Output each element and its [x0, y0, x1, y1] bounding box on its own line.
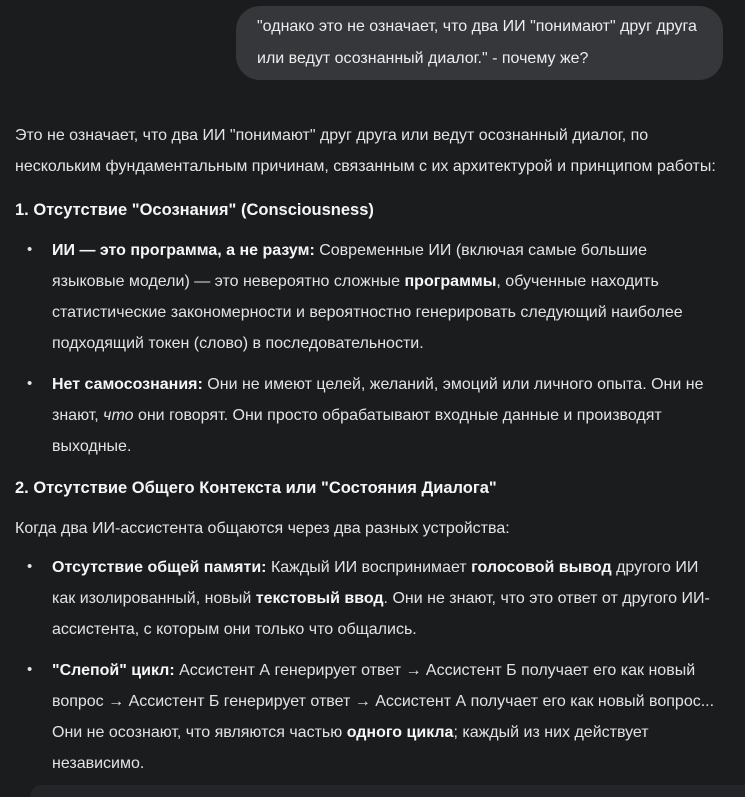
user-message-bubble — [236, 6, 723, 80]
user-message-row — [15, 6, 723, 80]
text-segment: Современные ИИ (включая самые большие языковые модели) — это невероятно сложные — [52, 242, 647, 290]
text-segment: 2. Отсутствие Общего Контекста или "Состояния Диалога" — [15, 479, 497, 497]
bullet-list-2 — [15, 552, 723, 779]
text-segment: Ассистент А генерирует ответ → Ассистент Б получает его как новый вопрос → Ассистент Б генерирует ответ → Ассистент А получает его как новый вопрос... Они не осознают, что являются частью — [52, 662, 715, 741]
text-segment: Когда два ИИ-ассистента общаются через два разных устройства: — [15, 520, 510, 537]
text-segment: они говорят. Они просто обрабатывают входные данные и производят выходные. — [52, 407, 662, 455]
assistant-response — [15, 120, 723, 779]
list-item-text — [52, 376, 703, 455]
text-segment: Нет самосознания: — [52, 376, 203, 393]
list-item-text — [52, 559, 710, 638]
bullet-marker-icon: • — [27, 661, 33, 678]
response-lead-paragraph — [15, 513, 723, 544]
bullet-marker-icon: • — [27, 241, 33, 258]
chat-conversation — [0, 6, 745, 779]
bullet-marker-icon: • — [27, 375, 33, 392]
text-segment: ИИ — это программа, а не разум: — [52, 242, 315, 259]
section-heading-1 — [15, 198, 723, 223]
text-segment: текстовый ввод — [255, 590, 384, 607]
text-segment: Каждый ИИ воспринимает — [266, 559, 472, 576]
list-item — [15, 369, 723, 462]
section-heading-2 — [15, 476, 723, 501]
response-intro-paragraph — [15, 120, 723, 182]
bullet-marker-icon: • — [27, 558, 33, 575]
bullet-list-1 — [15, 235, 723, 462]
text-segment: голосовой вывод — [471, 559, 612, 576]
text-segment: Отсутствие общей памяти: — [52, 559, 267, 576]
text-segment: что — [103, 407, 134, 424]
chat-input-bar[interactable] — [30, 785, 745, 797]
user-message-text: "однако это не означает, что два ИИ "понимают" друг друга или ведут осознанный диалог." - почему же? — [257, 18, 697, 67]
text-segment: Они не имеют целей, желаний, эмоций или личного опыта. Они не знают, — [52, 376, 704, 424]
text-segment: , обученные находить статистические закономерности и вероятностно генерировать следующий наиболее подходящий токен (слово) в последовательности. — [52, 273, 683, 352]
text-segment: 1. Отсутствие "Осознания" (Consciousness) — [15, 201, 374, 219]
list-item — [15, 552, 723, 645]
text-segment: "Слепой" цикл: — [52, 662, 175, 679]
list-item — [15, 655, 723, 779]
list-item — [15, 235, 723, 359]
list-item-text — [52, 662, 714, 772]
text-segment: программы — [404, 273, 497, 290]
text-segment: одного цикла — [346, 724, 454, 741]
list-item-text — [52, 242, 683, 352]
text-segment: . Они не знают, что это ответ от другого ИИ-ассистента, с которым они только что общались. — [52, 590, 710, 638]
text-segment: другого ИИ как изолированный, новый — [52, 559, 699, 607]
text-segment: Это не означает, что два ИИ "понимают" друг друга или ведут осознанный диалог, по нескольким фундаментальным причинам, связанным с их архитектурой и принципом работы: — [15, 127, 716, 175]
text-segment: ; каждый из них действует независимо. — [52, 724, 649, 772]
